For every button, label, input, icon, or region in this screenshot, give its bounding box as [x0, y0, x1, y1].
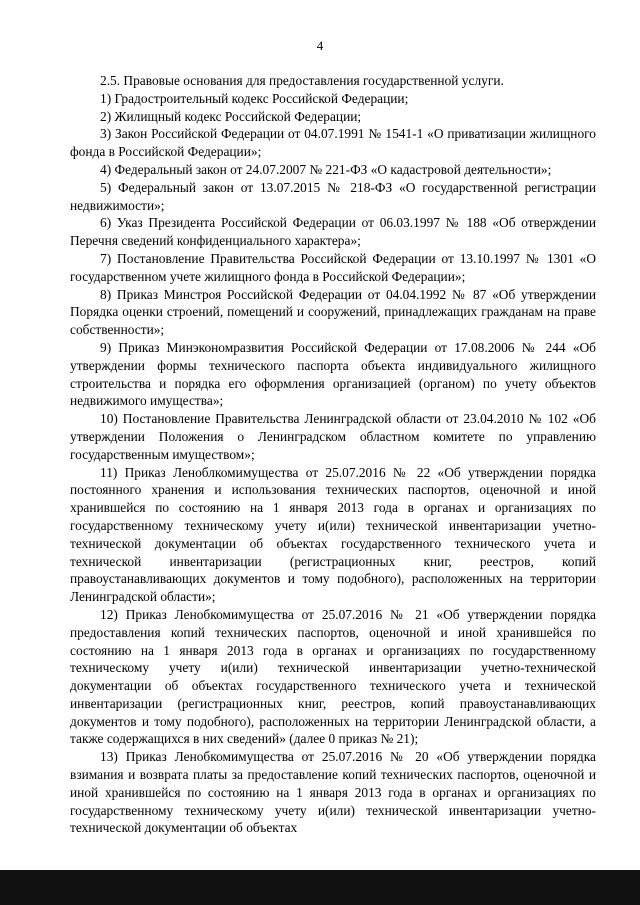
scan-bottom-edge	[0, 870, 640, 905]
list-item: 4) Федеральный закон от 24.07.2007 № 221-ФЗ «О кадастровой деятельности»;	[100, 161, 552, 177]
list-item: 8) Приказ Минстроя Российской Федерации от 04.04.1992 № 87 «Об утверждении Порядка оценки строений, помещений и сооружений, принадлежащих гражданам на праве собственности»;	[70, 286, 596, 338]
section-heading: 2.5. Правовые основания для предоставления государственной услуги.	[100, 73, 504, 88]
list-item: 9) Приказ Минэкономразвития Российской Федерации от 17.08.2006 № 244 «Об утверждении формы технического паспорта объекта индивидуального жилищного строительства и порядка его оформления организацией (органом) по учету объектов недвижимого имущества»;	[70, 339, 596, 409]
list-item: 12) Приказ Ленобкомимущества от 25.07.2016 № 21 «Об утверждении порядка предоставления копий технических паспортов, оценочной и иной хранившейся по состоянию на 1 января 2013 года в органах и организациях по государственному техническому учету и(или) технической инвентаризации учетно-технической документации об объектах государственного технического учета и технической инвентаризации (регистрационных книг, реестров, копий правоустанавливающих документов и тому подобного), расположенных на территории Ленинградской области, а также содержащихся в них сведений» (далее 0 приказ № 21);	[70, 606, 596, 747]
list-item: 7) Постановление Правительства Российской Федерации от 13.10.1997 № 1301 «О государственном учете жилищного фонда в Российской Федерации»;	[70, 250, 596, 284]
list-item: 1) Градостроительный кодекс Российской Федерации;	[100, 90, 409, 106]
list-item: 6) Указ Президента Российской Федерации от 06.03.1997 № 188 «Об отверждении Перечня сведений конфиденциального характера»;	[70, 215, 596, 249]
list-item: 13) Приказ Ленобкомимущества от 25.07.2016 № 20 «Об утверждении порядка взимания и возврата платы за предоставление копий технических паспортов, оценочной и иной хранившейся по состоянию на 1 января 2013 года в органах и организациях по государственному техническому учету и(или) технической инвентаризации учетно-технической документации об объектах	[70, 749, 596, 836]
list-item: 10) Постановление Правительства Ленинградской области от 23.04.2010 № 102 «Об утверждении Положения о Ленинградском областном комитете по управлению государственным имуществом»;	[70, 411, 596, 462]
page-number: 4	[316, 38, 324, 53]
list-item: 5) Федеральный закон от 13.07.2015 № 218-ФЗ «О государственной регистрации недвижимости»;	[70, 179, 596, 213]
list-item: 3) Закон Российской Федерации от 04.07.1991 № 1541-1 «О приватизации жилищного фонда в Российской Федерации»;	[70, 126, 596, 160]
document-body	[70, 72, 596, 837]
list-item: 11) Приказ Леноблкомимущества от 25.07.2016 № 22 «Об утверждении порядка постоянного хранения и использования технических паспортов, оценочной и иной хранившейся по состоянию на 1 января 2013 года в органах и организациях по государственному техническому учету и(или) технической инвентаризации учетно-технической документации об объектах государственного технического учета и технической инвентаризации (регистрационных книг, реестров, копий правоустанавливающих документов и тому подобного), расположенных на территории Ленинградской области»;	[70, 464, 596, 605]
list-item: 2) Жилищный кодекс Российской Федерации;	[100, 108, 362, 124]
